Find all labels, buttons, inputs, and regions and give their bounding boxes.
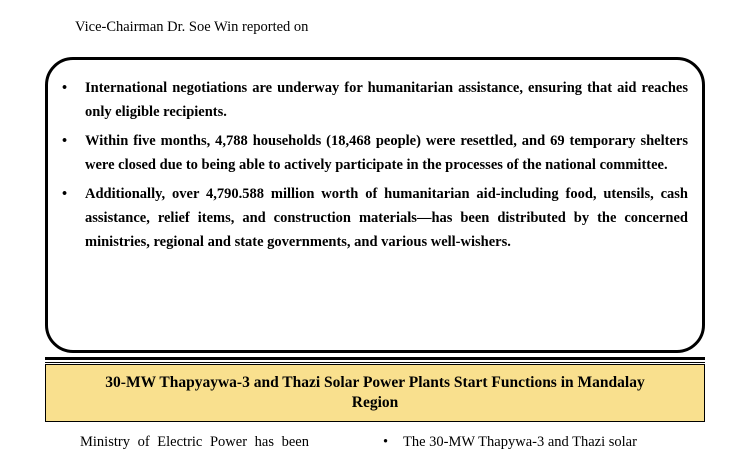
article-headline: 30-MW Thapyaywa-3 and Thazi Solar Power Plants Start Functions in Mandalay Region bbox=[105, 374, 645, 411]
report-bullet-list bbox=[60, 76, 688, 259]
bullet-item-aid-distribution: • Additionally, over 4,790.588 million worth of humanitarian aid-including food, utensils, cash assistance, relief items, and construction materials—has been distributed by the concerned ministries, regional and state governments, and various well-wishers. bbox=[60, 182, 688, 254]
bullet-item-negotiations: • International negotiations are underway for humanitarian assistance, ensuring that aid reaches only eligible recipients. bbox=[60, 76, 688, 124]
section-divider-thin bbox=[45, 362, 705, 363]
headline-banner bbox=[45, 364, 705, 422]
article-right-text: The 30-MW Thapywa-3 and Thazi solar bbox=[403, 434, 637, 450]
intro-line: Vice-Chairman Dr. Soe Win reported on bbox=[75, 19, 309, 35]
article-right-column bbox=[383, 433, 713, 451]
bullet-item-resettlement: • Within five months, 4,788 households (18,468 people) were resettled, and 69 temporary shelters were closed due to being able to actively participate in the processes of the national committee. bbox=[60, 129, 688, 177]
section-divider-thick bbox=[45, 357, 705, 360]
article-left-column: Ministry of Electric Power has been bbox=[80, 434, 309, 450]
bullet-marker: • bbox=[383, 434, 389, 450]
